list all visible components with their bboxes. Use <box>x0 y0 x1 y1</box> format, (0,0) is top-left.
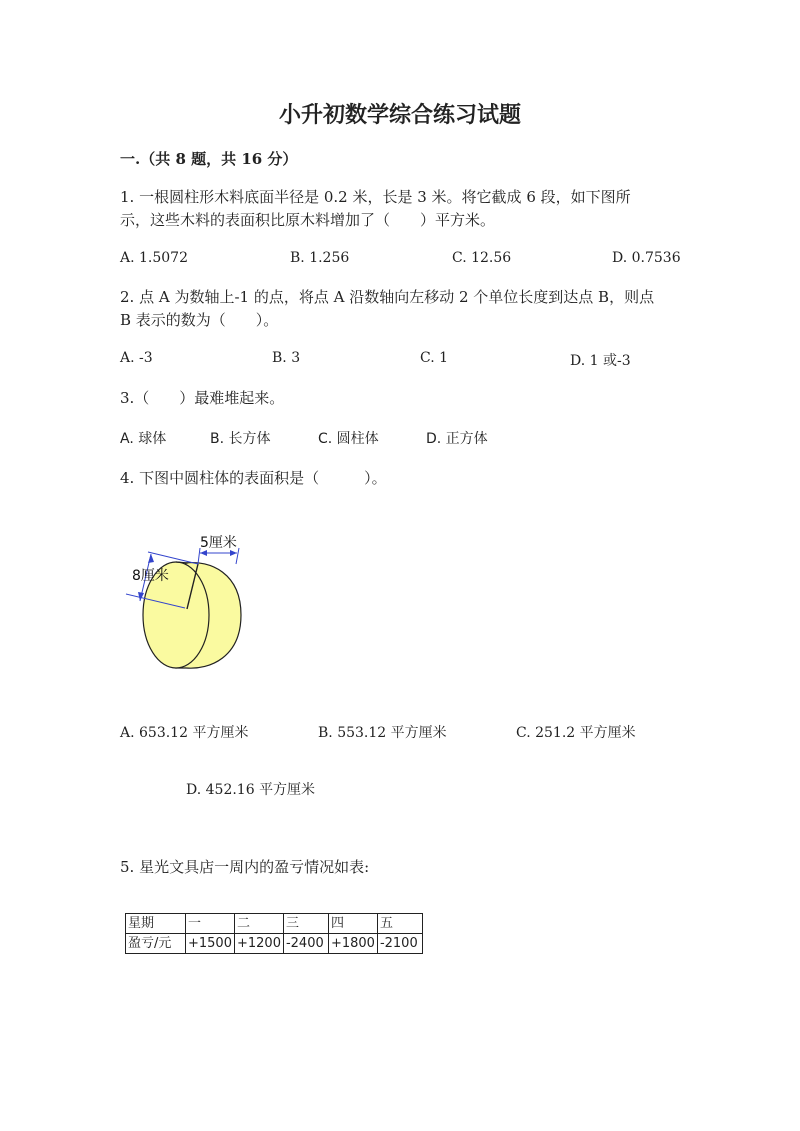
table-cell: -2100 <box>377 934 422 954</box>
question-2-option-b: B. 3 <box>272 350 301 366</box>
question-4: 4. 下图中圆柱体的表面积是（ ）。 <box>120 469 387 487</box>
table-cell: 二 <box>234 914 283 934</box>
table-cell: 一 <box>186 914 235 934</box>
question-4-option-b: B. 553.12 平方厘米 <box>318 725 447 741</box>
section-heading: 一.（共 8 题，共 16 分） <box>120 150 298 168</box>
question-3-option-d: D. 正方体 <box>426 431 488 447</box>
question-1-line-1: 1. 一根圆柱形木料底面半径是 0.2 米，长是 3 米。将它截成 6 段，如下图所 <box>120 188 631 206</box>
question-2-line-1: 2. 点 A 为数轴上-1 的点，将点 A 沿数轴向左移动 2 个单位长度到达点 B，则点 <box>120 288 655 306</box>
question-1-option-a: A. 1.5072 <box>120 250 188 266</box>
table-cell: 盈亏/元 <box>126 934 186 954</box>
question-2-option-d: D. 1 或-3 <box>570 353 631 369</box>
question-5: 5. 星光文具店一周内的盈亏情况如表: <box>120 858 370 876</box>
question-3-option-b: B. 长方体 <box>210 431 271 447</box>
table-cell: +1500 <box>186 934 235 954</box>
question-2-line-2: B 表示的数为（ ）。 <box>120 311 279 329</box>
question-2-option-a: A. -3 <box>120 350 153 366</box>
question-4-option-d: D. 452.16 平方厘米 <box>186 782 316 798</box>
question-1-option-d: D. 0.7536 <box>612 250 681 266</box>
question-3-option-c: C. 圆柱体 <box>318 431 379 447</box>
question-1-option-c: C. 12.56 <box>452 250 512 266</box>
table-cell: 四 <box>328 914 377 934</box>
question-1 <box>120 186 631 232</box>
question-2-option-c: C. 1 <box>420 350 449 366</box>
question-4-option-a: A. 653.12 平方厘米 <box>120 725 249 741</box>
table-cell: +1800 <box>328 934 377 954</box>
question-3: 3.（ ）最难堆起来。 <box>120 389 285 407</box>
cylinder-figure <box>118 528 258 673</box>
profit-loss-table <box>125 913 423 954</box>
table-cell: 三 <box>283 914 328 934</box>
question-1-line-2: 示，这些木料的表面积比原木料增加了（ ）平方米。 <box>120 211 496 229</box>
table-cell: +1200 <box>234 934 283 954</box>
question-4-option-c: C. 251.2 平方厘米 <box>516 725 636 741</box>
question-1-option-b: B. 1.256 <box>290 250 350 266</box>
question-3-option-a: A. 球体 <box>120 431 167 447</box>
page-title: 小升初数学综合练习试题 <box>278 102 521 128</box>
question-2 <box>120 286 654 332</box>
table-cell: 五 <box>377 914 422 934</box>
height-label: 5厘米 <box>200 535 237 551</box>
diameter-label: 8厘米 <box>132 568 169 584</box>
table-cell: -2400 <box>283 934 328 954</box>
table-header-row <box>126 914 423 934</box>
table-row <box>126 934 423 954</box>
table-cell: 星期 <box>126 914 186 934</box>
